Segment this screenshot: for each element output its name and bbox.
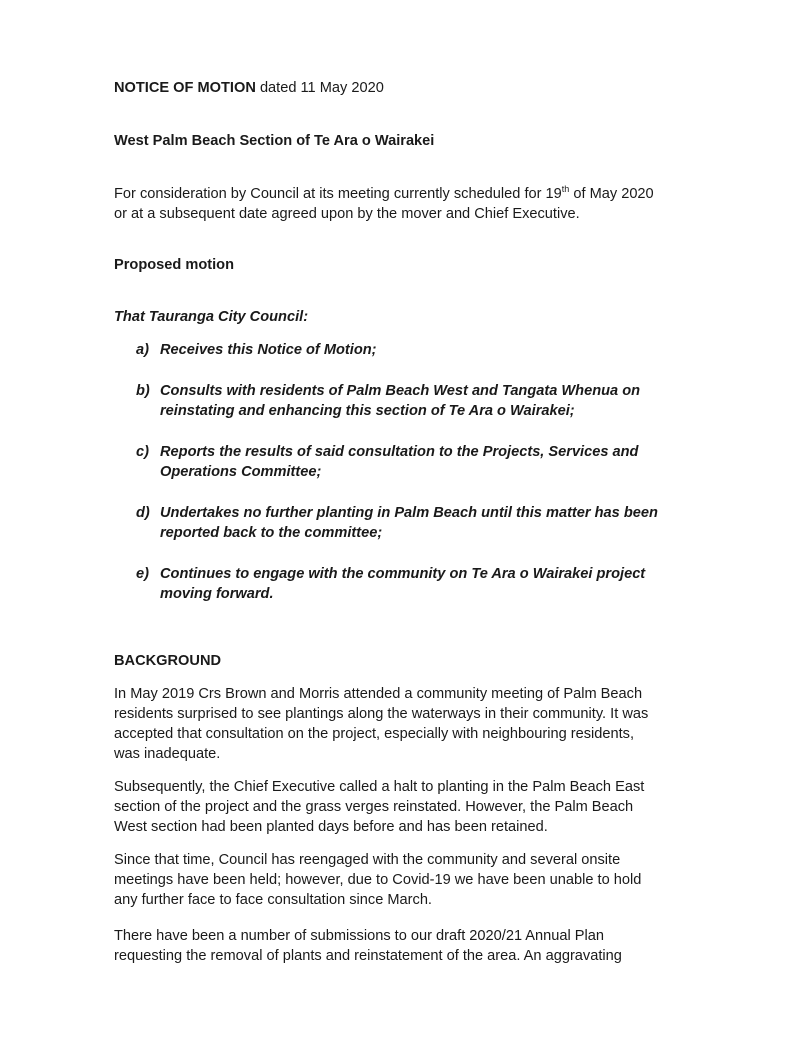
consideration-text xyxy=(114,184,694,224)
notice-line xyxy=(114,78,694,98)
motion-item-text: Consults with residents of Palm Beach West and Tangata Whenua on xyxy=(160,383,641,399)
motion-item-text: Reports the results of said consultation to the Projects, Services and xyxy=(160,444,639,460)
background-paragraph-1: In May 2019 Crs Brown and Morris attended a community meeting of Palm Beach residents surprised to see plantings along the waterways in their community. It was accepted that consultation on the project, especially with neighbouring residents, was inadequate. xyxy=(114,686,649,762)
motion-item-text: Undertakes no further planting in Palm Beach until this matter has been xyxy=(160,505,658,521)
motion-item-text: Receives this Notice of Motion; xyxy=(160,342,377,358)
consideration-line-1: For consideration by Council at its meeting currently scheduled for 19th of May 2020 xyxy=(114,184,654,202)
motion-item-letter: a) xyxy=(136,342,149,358)
motion-item-letter: c) xyxy=(136,444,149,460)
motion-item-text-cont: reinstating and enhancing this section of Te Ara o Wairakei; xyxy=(160,403,575,419)
background-paragraph-3: Since that time, Council has reengaged with the community and several onsite meetings have been held; however, due to Covid-19 we have been unable to hold any further face to face consultation since March. xyxy=(114,852,642,908)
notice-label: NOTICE OF MOTION xyxy=(114,80,256,96)
proposed-motion-heading: Proposed motion xyxy=(114,257,234,273)
motion-item-text-cont: Operations Committee; xyxy=(160,464,322,480)
background-paragraph-4: There have been a number of submissions to our draft 2020/21 Annual Plan requesting the removal of plants and reinstatement of the area. An aggravating xyxy=(114,928,622,964)
motion-item-letter: b) xyxy=(136,383,150,399)
ordinal-suffix: th xyxy=(561,184,570,195)
motion-item-text-cont: moving forward. xyxy=(160,586,274,602)
subject-title: West Palm Beach Section of Te Ara o Wairakei xyxy=(114,133,435,149)
motion-item-c xyxy=(136,442,696,482)
motion-item-letter: d) xyxy=(136,505,150,521)
background-paragraph-2: Subsequently, the Chief Executive called a halt to planting in the Palm Beach East section of the project and the grass verges reinstated. However, the Palm Beach West section had been planted days before and has been retained. xyxy=(114,779,645,835)
motion-item-text: Continues to engage with the community on Te Ara o Wairakei project xyxy=(160,566,646,582)
notice-date: dated 11 May 2020 xyxy=(255,80,384,96)
motion-item-a xyxy=(136,340,696,360)
motion-item-b xyxy=(136,381,696,421)
motion-intro: That Tauranga City Council: xyxy=(114,309,309,325)
motion-item-d xyxy=(136,503,696,543)
motion-item-e xyxy=(136,564,696,604)
motion-item-letter: e) xyxy=(136,566,149,582)
consideration-line-2: or at a subsequent date agreed upon by the mover and Chief Executive. xyxy=(114,206,580,222)
background-heading: BACKGROUND xyxy=(114,653,222,669)
motion-item-text-cont: reported back to the committee; xyxy=(160,525,383,541)
